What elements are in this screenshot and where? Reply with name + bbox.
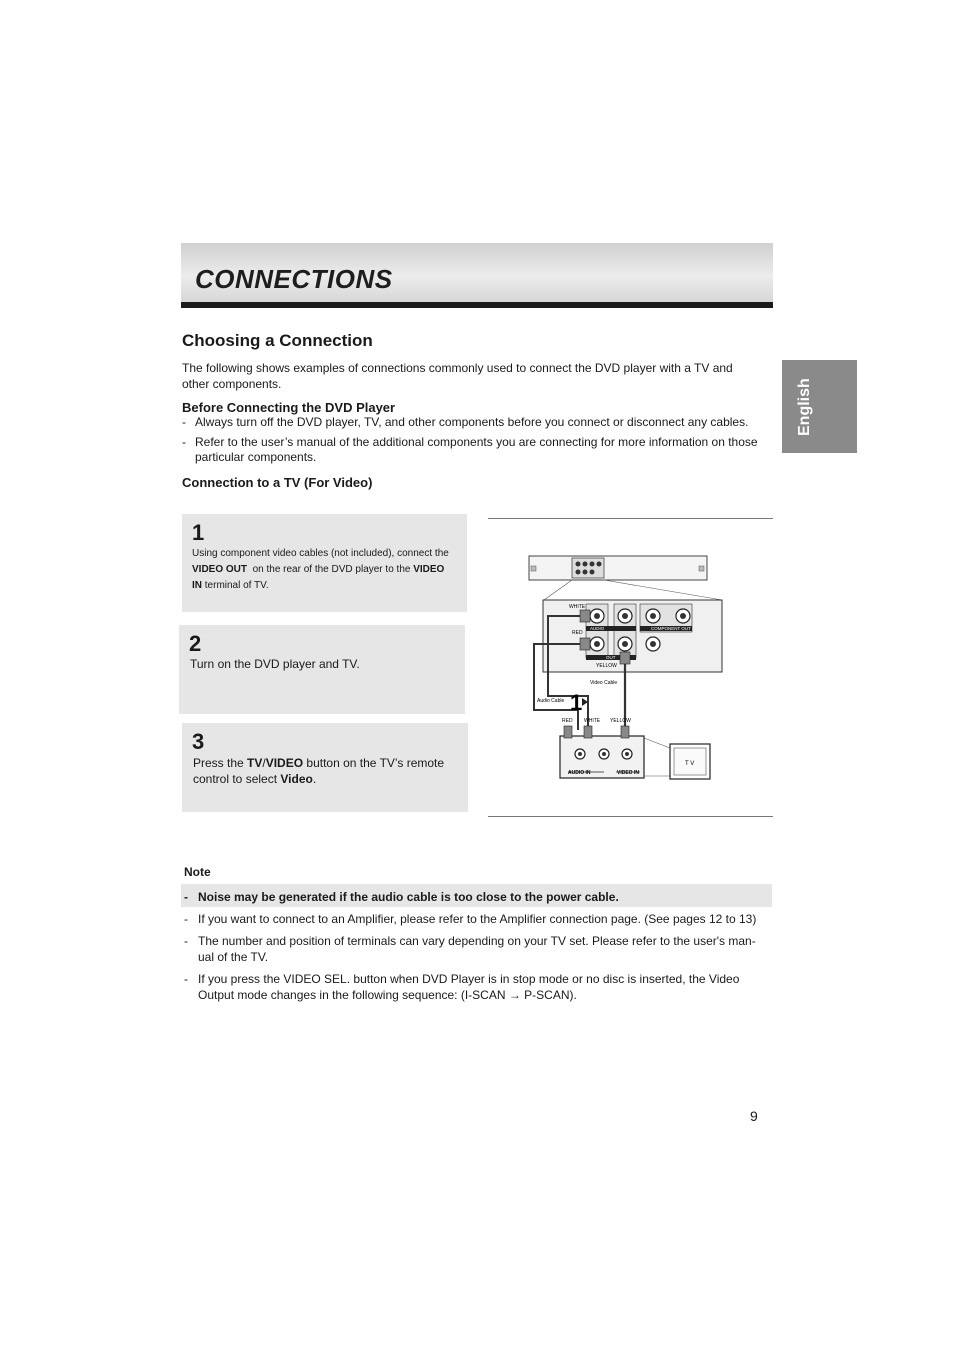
diagram-bottom-rule [488,816,773,817]
step-3-line-1: Press the TV/VIDEO button on the TV’s remote [193,756,445,770]
bullet-item [182,415,774,430]
connection-heading: Connection to a TV (For Video) [182,475,373,490]
step-2-box [179,625,465,714]
label-tv: T V [685,761,695,767]
language-tab [782,360,857,453]
label-white-2: WHITE [584,718,601,724]
step-2-text: Turn on the DVD player and TV. [190,657,360,671]
step-3-box [182,723,468,812]
label-audio-cable: Audio Cable [537,698,565,704]
language-tab-label: English [796,378,813,436]
note-item [184,889,772,905]
intro-line-2: other components. [182,377,282,391]
page-number: 9 [750,1108,758,1124]
bullet-text: Always turn off the DVD player, TV, and other components before you connect or disconnect any cables. [195,415,749,429]
step-3-text [193,755,444,787]
label-audio: AUDIO [590,626,605,631]
note-dash: - [184,912,188,926]
step-1-line-3: IN terminal of TV. [192,580,269,591]
bullet-text: Refer to the user’s manual of the additional components you are connecting for more information on those [195,435,758,449]
section-title: Choosing a Connection [182,331,373,350]
step-1-line-2: VIDEO OUT on the rear of the DVD player to the VIDEO [192,564,445,575]
label-white: WHITE [569,604,586,610]
bullet-dash: - [182,435,186,449]
dvd-player-icon [529,556,707,580]
rear-panel-zoom [543,600,722,672]
note-text: Noise may be generated if the audio cable is too close to the power cable. [198,890,619,904]
label-yellow: YELLOW [596,663,617,669]
step-3-line-2: control to select Video. [193,772,317,786]
header-rule [181,302,773,308]
bullet-text-cont: particular components. [195,450,317,464]
note-dash: - [184,890,188,904]
label-yellow-2: YELLOW [610,718,631,724]
label-red-2: RED [562,718,573,724]
label-video-cable: Video Cable [590,680,618,686]
note-text: If you want to connect to an Amplifier, please refer to the Amplifier connection page. (See pages 12 to 13) [198,912,757,926]
before-connecting-heading: Before Connecting the DVD Player [182,400,396,415]
note-item [184,971,772,1003]
note-text-cont: Output mode changes in the following sequence: (I-SCAN → P-SCAN). [198,988,577,1002]
label-video-in: VIDEO IN [617,770,639,776]
note-dash: - [184,972,188,986]
bullet-item [182,435,774,465]
diagram-top-rule [488,518,773,519]
label-component-out: COMPONENT OUT [651,626,691,631]
step-1-box [182,514,467,612]
step-1-text [192,546,449,594]
note-text: The number and position of terminals can vary depending on your TV set. Please refer to the user's man- [198,934,756,948]
step-number: 3 [192,729,205,754]
bullet-dash: - [182,415,186,429]
step-1-line-1: Using component video cables (not included), connect the [192,548,449,559]
note-text: If you press the VIDEO SEL. button when DVD Player is in stop mode or no disc is inserted, the Video [198,972,740,986]
step-number: 2 [189,631,202,656]
intro-line-1: The following shows examples of connections commonly used to connect the DVD player with a TV and [182,361,733,375]
note-item [184,933,772,965]
label-step-mark: 1 [570,690,583,715]
label-red: RED [572,630,583,636]
note-item [184,911,772,927]
note-title: Note [184,865,211,879]
note-text-cont: ual of the TV. [198,950,269,964]
note-dash: - [184,934,188,948]
label-audio-in: AUDIO IN [568,770,591,776]
label-out: OUT [606,655,616,660]
step-number: 1 [192,520,205,545]
connection-diagram [488,520,773,815]
page-title: CONNECTIONS [195,264,393,294]
